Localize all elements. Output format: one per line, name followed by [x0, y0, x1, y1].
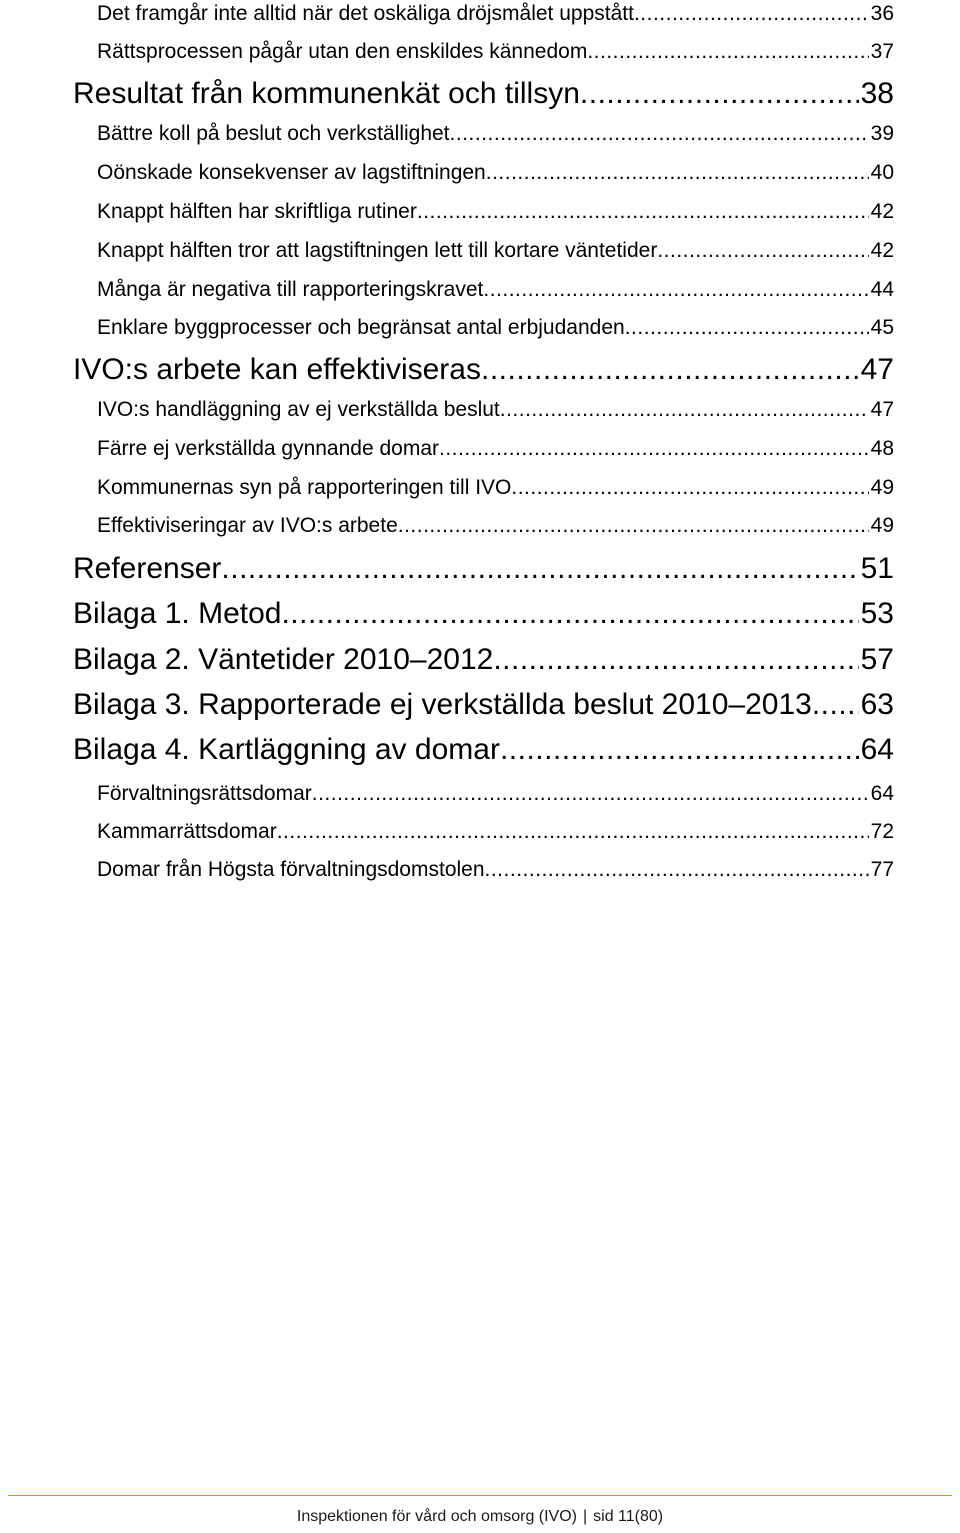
toc-entry-title: Resultat från kommunenkät och tillsyn — [73, 77, 580, 110]
toc-leader-dots — [486, 161, 869, 185]
toc-leader-dots — [657, 239, 868, 263]
toc-entry[interactable] — [97, 514, 894, 538]
toc-entry-page: 49 — [870, 514, 894, 537]
toc-entry-title: Bilaga 2. Väntetider 2010–2012 — [73, 643, 494, 676]
toc-entry-page: 40 — [870, 161, 894, 184]
toc-entry-page: 42 — [870, 239, 894, 262]
toc-leader-dots — [500, 398, 869, 422]
toc-leader-dots — [398, 514, 869, 538]
toc-entry-page: 63 — [860, 688, 894, 721]
toc-entry[interactable] — [97, 782, 894, 806]
toc-entry-page: 37 — [870, 40, 894, 63]
toc-leader-dots — [587, 40, 868, 64]
toc-entry-title: Kommunernas syn på rapporteringen till IVO — [97, 476, 512, 499]
toc-entry-title: Färre ej verkställda gynnande domar — [97, 437, 440, 460]
toc-entry-page: 64 — [860, 733, 894, 766]
toc-entry-title: Bättre koll på beslut och verkställighet — [97, 122, 450, 145]
toc-entry-page: 57 — [860, 643, 894, 676]
toc-entry[interactable] — [73, 552, 894, 586]
toc-leader-dots — [439, 437, 869, 461]
toc-entry[interactable] — [73, 353, 894, 387]
toc-entry[interactable] — [97, 437, 894, 461]
toc-entry[interactable] — [73, 643, 894, 677]
toc-entry-title: Kammarrättsdomar — [97, 820, 277, 843]
toc-entry-title: Knappt hälften tror att lagstiftningen lett till kortare väntetider — [97, 239, 658, 262]
toc-leader-dots — [483, 278, 868, 302]
toc-entry-page: 49 — [870, 476, 894, 499]
footer-organization: Inspektionen för vård och omsorg (IVO) — [296, 1508, 577, 1525]
toc-entry[interactable] — [97, 40, 894, 64]
toc-entry-title: Bilaga 3. Rapporterade ej verkställda beslut 2010–2013 — [73, 688, 812, 721]
toc-leader-dots — [634, 2, 869, 26]
toc-leader-dots — [500, 733, 859, 767]
toc-leader-dots — [417, 200, 869, 224]
toc-entry[interactable] — [97, 820, 894, 844]
toc-entry-title: Enklare byggprocesser och begränsat antal erbjudanden — [97, 316, 625, 339]
toc-leader-dots — [277, 820, 869, 844]
toc-leader-dots — [580, 77, 859, 111]
toc-entry[interactable] — [73, 688, 894, 722]
toc-entry-page: 39 — [870, 122, 894, 145]
toc-leader-dots — [221, 552, 858, 586]
toc-entry-title: Effektiviseringar av IVO:s arbete — [97, 514, 398, 537]
toc-entry-title: Det framgår inte alltid när det oskäliga dröjsmålet uppstått — [97, 2, 634, 25]
toc-entry-page: 44 — [870, 278, 894, 301]
toc-entry-title: Rättsprocessen pågår utan den enskildes kännedom — [97, 40, 588, 63]
toc-entry-title: Bilaga 1. Metod — [73, 597, 282, 630]
toc-leader-dots — [625, 316, 869, 340]
toc-entry-title: Referenser — [73, 552, 222, 585]
toc-entry-title: Knappt hälften har skriftliga rutiner — [97, 200, 417, 223]
toc-entry[interactable] — [97, 2, 894, 26]
page-footer — [0, 1508, 960, 1526]
toc-entry[interactable] — [97, 200, 894, 224]
toc-entry-page: 77 — [870, 858, 894, 881]
toc-entry[interactable] — [97, 476, 894, 500]
toc-entry-page: 45 — [870, 316, 894, 339]
toc-entry-page: 47 — [860, 353, 894, 386]
toc-leader-dots — [481, 353, 859, 387]
toc-entry-title: Förvaltningsrättsdomar — [97, 782, 312, 805]
toc-entry-page: 51 — [860, 552, 894, 585]
toc-entry[interactable] — [97, 316, 894, 340]
toc-entry[interactable] — [97, 161, 894, 185]
toc-leader-dots — [511, 476, 868, 500]
toc-entry[interactable] — [97, 239, 894, 263]
toc-leader-dots — [493, 643, 858, 677]
footer-page-number: sid 11(80) — [593, 1508, 664, 1525]
toc-entry-title: Bilaga 4. Kartläggning av domar — [73, 733, 500, 766]
toc-leader-dots — [450, 122, 869, 146]
toc-entry-page: 72 — [870, 820, 894, 843]
toc-leader-dots — [281, 597, 858, 631]
toc-leader-dots — [485, 858, 869, 882]
toc-entry-title: IVO:s handläggning av ej verkställda beslut — [97, 398, 500, 421]
toc-leader-dots — [312, 782, 869, 806]
toc-entry-page: 48 — [870, 437, 894, 460]
toc-entry[interactable] — [73, 733, 894, 767]
toc-entry[interactable] — [97, 122, 894, 146]
toc-entry[interactable] — [97, 278, 894, 302]
toc-entry[interactable] — [97, 398, 894, 422]
toc-entry-page: 42 — [870, 200, 894, 223]
toc-entry[interactable] — [97, 858, 894, 882]
toc-leader-dots — [812, 688, 859, 722]
footer-divider — [8, 1495, 952, 1496]
toc-entry-page: 38 — [860, 77, 894, 110]
toc-entry[interactable] — [73, 597, 894, 631]
toc-entry[interactable] — [73, 77, 894, 111]
toc-entry-title: Många är negativa till rapporteringskravet — [97, 278, 484, 301]
toc-entry-page: 53 — [860, 597, 894, 630]
toc-entry-page: 47 — [870, 398, 894, 421]
toc-entry-title: Oönskade konsekvenser av lagstiftningen — [97, 161, 486, 184]
toc-entry-page: 64 — [870, 782, 894, 805]
toc-entry-title: Domar från Högsta förvaltningsdomstolen — [97, 858, 485, 881]
footer-separator: | — [583, 1508, 588, 1525]
toc-entry-page: 36 — [870, 2, 894, 25]
toc-entry-title: IVO:s arbete kan effektiviseras — [73, 353, 481, 386]
